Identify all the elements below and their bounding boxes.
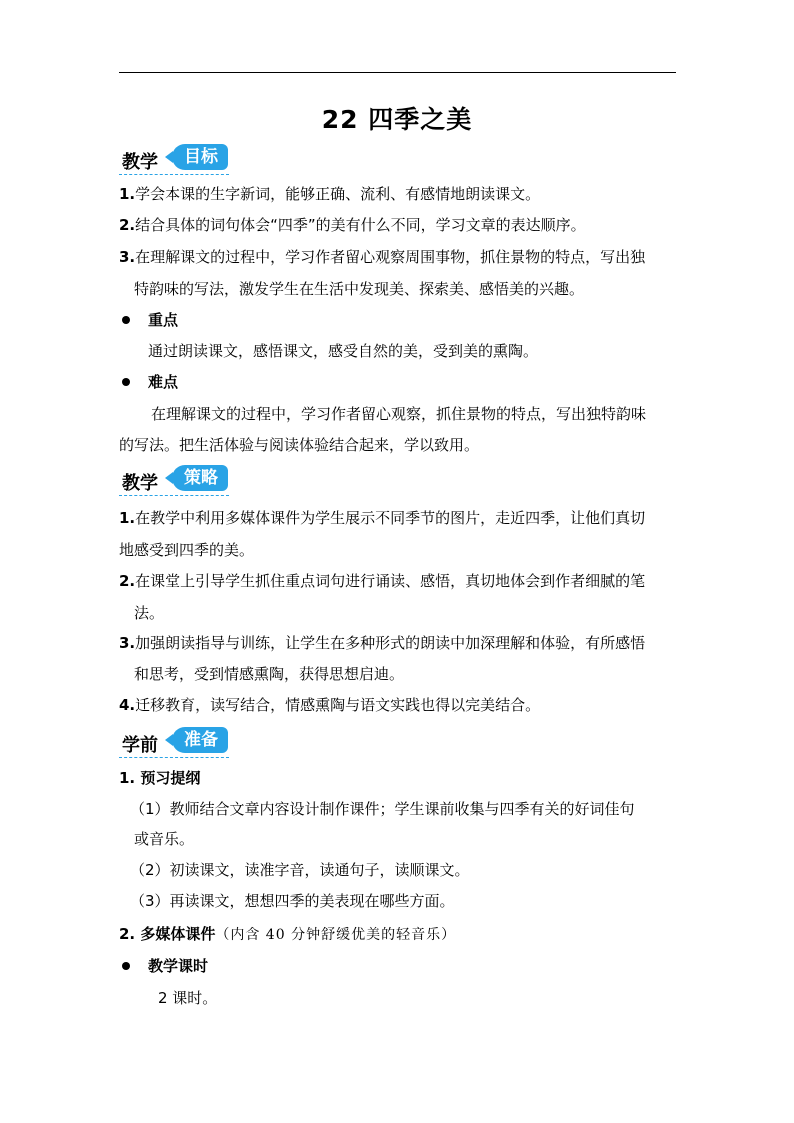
strategy-item-1-cont: 地感受到四季的美。 <box>119 541 255 559</box>
header-rule <box>119 72 676 73</box>
heading-underline <box>119 757 229 758</box>
section-heading-tag: 策略 <box>172 465 228 491</box>
bullet-icon <box>122 962 130 970</box>
outline-item-1-cont: 或音乐。 <box>134 830 195 848</box>
goal-item-3: 3.在理解课文的过程中，学习作者留心观察周围事物，抓住景物的特点，写出独 <box>119 248 646 266</box>
class-hours-label: 教学课时 <box>148 957 209 975</box>
media-courseware: 2. 多媒体课件（内含 40 分钟舒缓优美的轻音乐） <box>119 925 457 943</box>
bullet-icon <box>122 316 130 324</box>
section-heading-main: 教学 <box>122 473 158 494</box>
strategy-item-2-cont: 法。 <box>134 604 165 622</box>
strategy-item-3: 3.加强朗读指导与训练，让学生在多种形式的朗读中加深理解和体验，有所感悟 <box>119 634 646 652</box>
outline-item-2: （2）初读课文，读准字音，读通句子，读顺课文。 <box>130 861 470 879</box>
strategy-item-2: 2.在课堂上引导学生抓住重点词句进行诵读、感悟，真切地体会到作者细腻的笔 <box>119 572 646 590</box>
strategy-item-1: 1.在教学中利用多媒体课件为学生展示不同季节的图片，走近四季，让他们真切 <box>119 509 646 527</box>
key-point-text: 通过朗读课文，感悟课文，感受自然的美，受到美的熏陶。 <box>148 342 539 360</box>
section-heading-main: 学前 <box>122 735 158 756</box>
outline-item-3: （3）再读课文，想想四季的美表现在哪些方面。 <box>130 892 455 910</box>
outline-item-1: （1）教师结合文章内容设计制作课件；学生课前收集与四季有关的好词佳句 <box>130 800 635 818</box>
class-hours-text: 2 课时。 <box>158 989 218 1007</box>
bullet-icon <box>122 378 130 386</box>
difficulty-text-2: 的写法。把生活体验与阅读体验结合起来，学以致用。 <box>119 436 480 454</box>
section-heading-tag: 目标 <box>172 144 228 170</box>
heading-underline <box>119 495 229 496</box>
strategy-item-3-cont: 和思考，受到情感熏陶，获得思想启迪。 <box>134 665 405 683</box>
heading-underline <box>119 174 229 175</box>
difficulty-label: 难点 <box>148 373 179 391</box>
section-heading-tag: 准备 <box>172 727 228 753</box>
section-heading-main: 教学 <box>122 152 158 173</box>
strategy-item-4: 4.迁移教育，读写结合，情感熏陶与语文实践也得以完美结合。 <box>119 696 541 714</box>
goal-item-1: 1.学会本课的生字新词，能够正确、流利、有感情地朗读课文。 <box>119 185 541 203</box>
page-title: 22 四季之美 <box>321 105 473 134</box>
preview-outline-label: 1. 预习提纲 <box>119 769 201 787</box>
goal-item-2: 2.结合具体的词句体会“四季”的美有什么不同，学习文章的表达顺序。 <box>119 216 586 234</box>
difficulty-text-1: 在理解课文的过程中，学习作者留心观察，抓住景物的特点，写出独特韵味 <box>151 405 647 423</box>
goal-item-3-cont: 特韵味的写法，激发学生在生活中发现美、探索美、感悟美的兴趣。 <box>134 280 585 298</box>
key-point-label: 重点 <box>148 311 179 329</box>
